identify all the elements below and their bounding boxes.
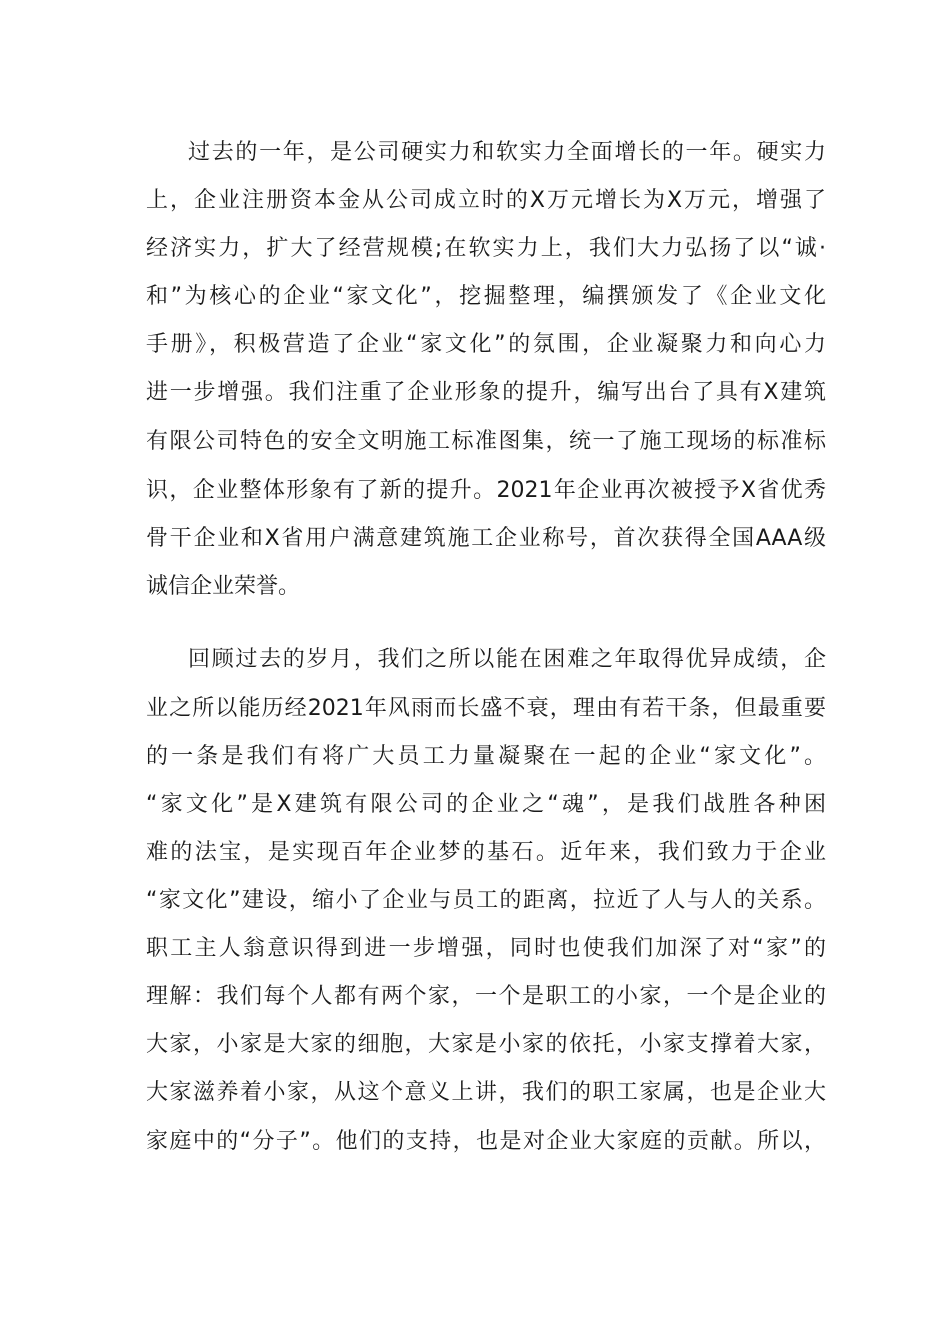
paragraph-line: 有限公司特色的安全文明施工标准图集，统一了施工现场的标准标 [146,429,826,454]
paragraph-line: 业之所以能历经2021年风雨而长盛不衰，理由有若干条，但最重要 [146,696,826,721]
paragraph-line: 上，企业注册资本金从公司成立时的X万元增长为X万元，增强了 [146,188,826,213]
paragraph-line: 进一步增强。我们注重了企业形象的提升，编写出台了具有X建筑 [146,380,826,405]
paragraph-line: “家文化”建设，缩小了企业与员工的距离，拉近了人与人的关系。 [146,888,826,913]
paragraph-line: 难的法宝，是实现百年企业梦的基石。近年来，我们致力于企业 [146,840,826,865]
paragraph-line: 和”为核心的企业“家文化”，挖掘整理，编撰颁发了《企业文化 [146,284,826,309]
paragraph-line: 职工主人翁意识得到进一步增强，同时也使我们加深了对“家”的 [146,936,826,961]
paragraph-line: 回顾过去的岁月，我们之所以能在困难之年取得优异成绩，企 [188,647,826,672]
paragraph-line: 识，企业整体形象有了新的提升。2021年企业再次被授予X省优秀 [146,478,826,503]
paragraph-line: 骨干企业和X省用户满意建筑施工企业称号，首次获得全国AAA级 [146,526,826,551]
paragraph-line: 家庭中的“分子”。他们的支持，也是对企业大家庭的贡献。所以， [146,1129,826,1154]
paragraph-line: 大家，小家是大家的细胞，大家是小家的依托，小家支撑着大家， [146,1032,826,1057]
paragraph-line: 过去的一年，是公司硬实力和软实力全面增长的一年。硬实力 [188,140,826,165]
paragraph-line: “家文化”是X建筑有限公司的企业之“魂”，是我们战胜各种困 [146,792,826,817]
paragraph-line: 大家滋养着小家，从这个意义上讲，我们的职工家属，也是企业大 [146,1080,826,1105]
paragraph-line: 理解：我们每个人都有两个家，一个是职工的小家，一个是企业的 [146,984,826,1009]
paragraph-line: 诚信企业荣誉。 [146,574,301,599]
paragraph-line: 手册》，积极营造了企业“家文化”的氛围，企业凝聚力和向心力 [146,332,826,357]
paragraph-line: 经济实力，扩大了经营规模;在软实力上，我们大力弘扬了以“诚· [146,236,826,261]
paragraph-line: 的一条是我们有将广大员工力量凝聚在一起的企业“家文化”。 [146,744,826,769]
